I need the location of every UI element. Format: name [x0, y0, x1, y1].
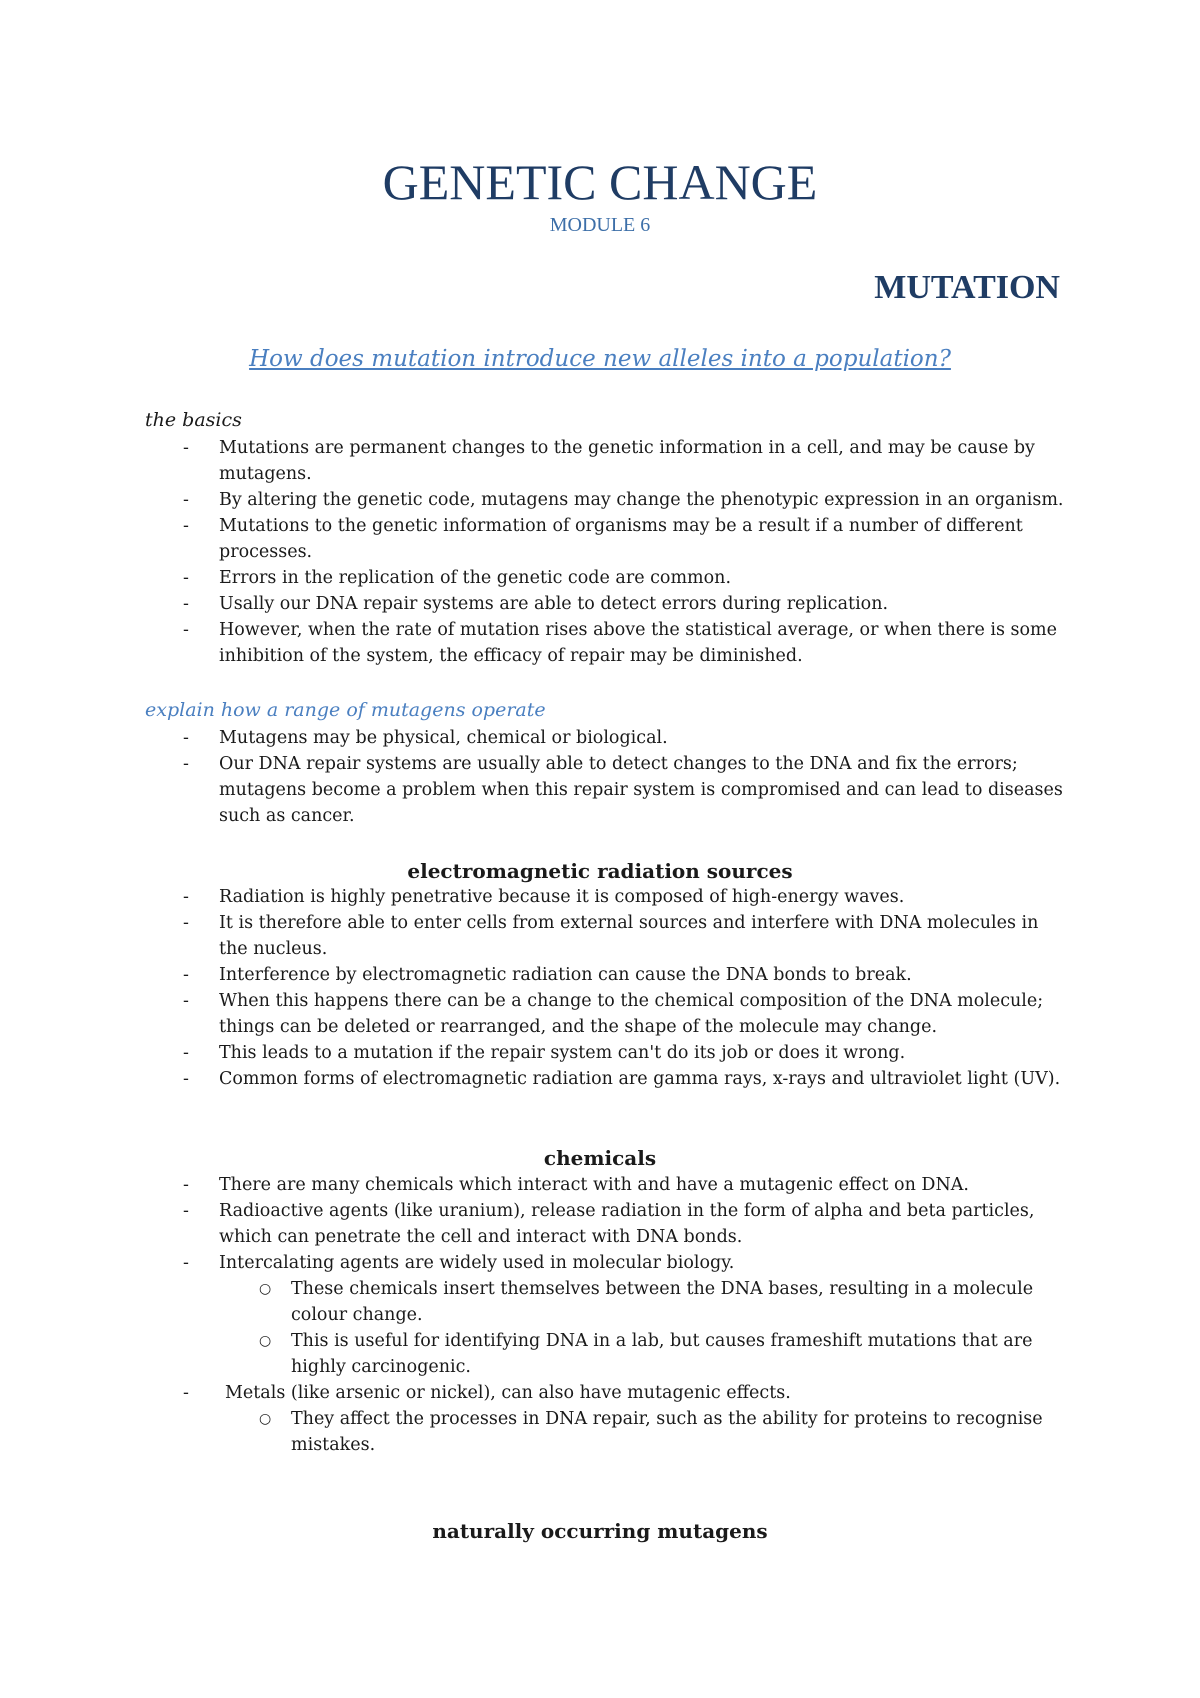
explain-section [145, 697, 1065, 829]
list-item: - Metals (like arsenic or nickel), can also have mutagenic effects. [145, 1380, 1065, 1406]
list-item: - Interference by electromagnetic radiation can cause the DNA bonds to break. [145, 962, 1065, 988]
document-title: GENETIC CHANGE [382, 154, 818, 210]
explain-list [145, 725, 1065, 829]
chemicals-section [145, 1172, 1065, 1458]
list-item: - This leads to a mutation if the repair system can't do its job or does it wrong. [145, 1040, 1065, 1066]
list-item: - However, when the rate of mutation rises above the statistical average, or when there is some inhibition of the system, the efficacy of repair may be diminished. [145, 617, 1065, 669]
metals-list [145, 1380, 1065, 1406]
guiding-question: How does mutation introduce new alleles into a population? [249, 346, 951, 372]
sub-list-item: ○ These chemicals insert themselves between the DNA bases, resulting in a molecule colour change. [145, 1276, 1065, 1328]
list-item: - Mutagens may be physical, chemical or biological. [145, 725, 1065, 751]
em-list [145, 884, 1065, 1092]
list-item: - It is therefore able to enter cells from external sources and interfere with DNA molecules in the nucleus. [145, 910, 1065, 962]
sub-list-item: ○ They affect the processes in DNA repair, such as the ability for proteins to recognise mistakes. [145, 1406, 1065, 1458]
explain-label: explain how a range of mutagens operate [145, 699, 546, 721]
basics-section [145, 407, 1065, 669]
list-item: - Radioactive agents (like uranium), release radiation in the form of alpha and beta particles, which can penetrate the cell and interact with DNA bonds. [145, 1198, 1065, 1250]
em-section [145, 884, 1065, 1092]
basics-list [145, 435, 1065, 669]
list-item: - There are many chemicals which interact with and have a mutagenic effect on DNA. [145, 1172, 1065, 1198]
list-item: - Mutations to the genetic information of organisms may be a result if a number of different processes. [145, 513, 1065, 565]
basics-label: the basics [145, 409, 242, 431]
sub-list-item: ○ This is useful for identifying DNA in a lab, but causes frameshift mutations that are highly carcinogenic. [145, 1328, 1065, 1380]
list-item: - Our DNA repair systems are usually able to detect changes to the DNA and fix the errors; mutagens become a problem when this repair system is compromised and can lead to diseases such as cancer. [145, 751, 1065, 829]
list-item: - Radiation is highly penetrative because it is composed of high-energy waves. [145, 884, 1065, 910]
document-subtitle: MODULE 6 [549, 214, 651, 236]
heading-em-radiation: electromagnetic radiation sources [407, 859, 793, 883]
chemicals-list [145, 1172, 1065, 1276]
heading-natural-mutagens: naturally occurring mutagens [432, 1519, 768, 1543]
list-item: - Intercalating agents are widely used in molecular biology. [145, 1250, 1065, 1276]
metals-sublist [145, 1406, 1065, 1458]
list-item: - Common forms of electromagnetic radiation are gamma rays, x-rays and ultraviolet light (UV). [145, 1066, 1065, 1092]
list-item: - By altering the genetic code, mutagens may change the phenotypic expression in an organism. [145, 487, 1065, 513]
heading-chemicals: chemicals [543, 1146, 657, 1170]
intercalating-sublist [145, 1276, 1065, 1380]
list-item: - When this happens there can be a change to the chemical composition of the DNA molecule; things can be deleted or rearranged, and the shape of the molecule may change. [145, 988, 1065, 1040]
section-heading-mutation: MUTATION [874, 269, 1060, 306]
list-item: - Mutations are permanent changes to the genetic information in a cell, and may be cause by mutagens. [145, 435, 1065, 487]
list-item: - Usally our DNA repair systems are able to detect errors during replication. [145, 591, 1065, 617]
list-item: - Errors in the replication of the genetic code are common. [145, 565, 1065, 591]
